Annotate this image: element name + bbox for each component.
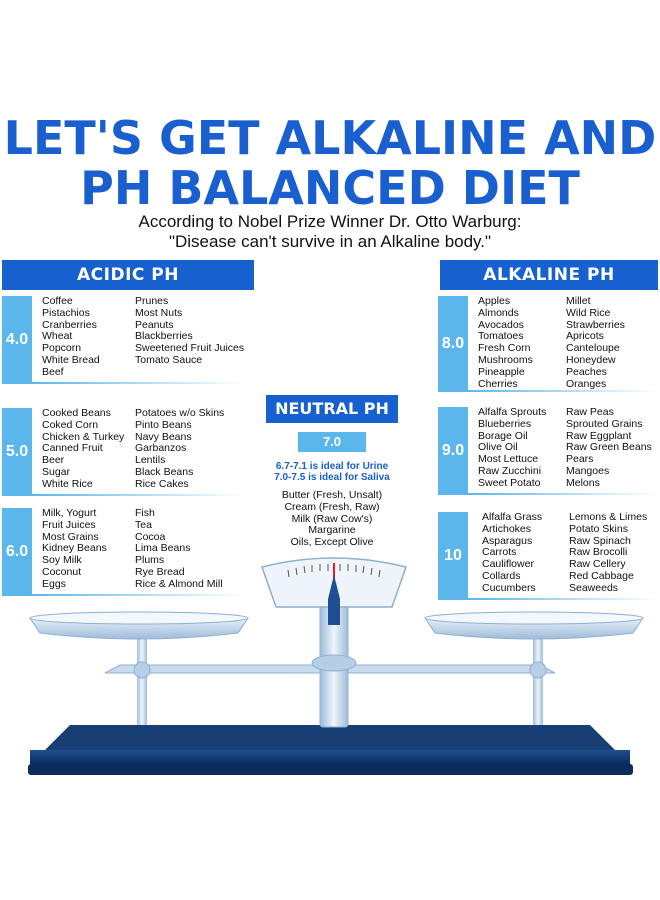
list-item: Fresh Corn (478, 342, 531, 355)
list-item: Rice Cakes (135, 477, 189, 490)
scale-base-bottom (28, 764, 633, 775)
ph-value-tab: 10 (438, 512, 468, 600)
list-item: Alfalfa Grass (482, 511, 543, 523)
list-item: Milk, Yogurt (42, 507, 97, 519)
list-item: Cooked Beans (42, 407, 111, 419)
list-item: Raw Spinach (569, 534, 631, 547)
list-item: White Rice (42, 477, 93, 490)
neutral-ph-header: NEUTRAL PH (266, 395, 398, 423)
title-line-1: LET'S GET ALKALINE AND (3, 111, 657, 165)
list-item: Pistachios (42, 306, 90, 319)
list-item: Tomato Sauce (135, 353, 203, 366)
list-item: Blueberries (478, 417, 532, 430)
list-item: Artichokes (482, 522, 532, 535)
list-item: Mushrooms (478, 353, 533, 366)
list-item: Sweet Potato (478, 476, 541, 489)
list-item: Rye Bread (135, 565, 185, 578)
food-list-right (566, 296, 625, 390)
list-item: Coffee (42, 295, 73, 307)
list-item: Lemons & Limes (569, 511, 648, 523)
center-knob (312, 655, 356, 671)
list-item: Sprouted Grains (566, 417, 643, 430)
list-item: Almonds (478, 306, 519, 319)
list-item: Raw Green Beans (566, 441, 652, 454)
ph-value-tab: 8.0 (438, 296, 468, 392)
list-item: Potatoes w/o Skins (135, 407, 225, 419)
list-item: Cauliflower (482, 558, 534, 571)
list-item: Lentils (135, 454, 166, 467)
acidic-ph-header: ACIDIC PH (2, 260, 254, 290)
urine-note: 6.7-7.1 is ideal for Urine (275, 461, 389, 472)
list-item: Fruit Juices (42, 518, 96, 531)
acidic-group-4 (2, 296, 248, 384)
list-item: Pears (566, 453, 594, 466)
list-item: Canned Fruit (42, 442, 103, 455)
food-list-right (566, 407, 652, 490)
list-item: Peaches (566, 365, 607, 378)
list-item: Most Lettuce (478, 453, 539, 466)
food-list-right (135, 296, 244, 367)
list-item: Navy Beans (135, 430, 192, 443)
list-item: Wheat (42, 330, 73, 343)
list-item: Raw Zucchini (478, 464, 542, 477)
list-item: Coked Corn (42, 418, 99, 431)
list-item: Borage Oil (478, 429, 528, 442)
list-item: Black Beans (135, 465, 194, 478)
list-item: Collards (482, 569, 521, 582)
list-item: Rice & Almond Mill (135, 577, 223, 590)
neutral-ph-value: 7.0 (298, 432, 366, 452)
scale-base-top (45, 725, 615, 750)
list-item: Kidney Beans (42, 542, 107, 555)
list-item: Pinto Beans (135, 418, 192, 431)
list-item: Blackberries (135, 330, 193, 343)
list-item: Strawberries (566, 318, 625, 331)
food-list-right (135, 408, 224, 491)
food-list-left (42, 296, 100, 379)
list-item: Raw Brocolli (569, 546, 628, 559)
left-pan-rim (30, 612, 248, 624)
ph-value-tab: 6.0 (2, 508, 32, 596)
list-item: Avocados (478, 318, 524, 331)
list-item: Plums (135, 554, 165, 567)
list-item: Most Nuts (135, 306, 183, 319)
scale-base (30, 750, 630, 764)
list-item: Coconut (42, 565, 82, 578)
list-item: Honeydew (566, 353, 616, 366)
alkaline-group-9 (438, 407, 658, 495)
list-item: White Bread (42, 353, 100, 366)
list-item: Apples (478, 295, 511, 307)
list-item: Fish (135, 507, 155, 519)
list-item: Chicken & Turkey (42, 430, 125, 443)
right-pan-rim (425, 612, 643, 624)
right-stem-knob (530, 662, 546, 678)
list-item: Tomatoes (478, 330, 524, 343)
list-item: Peanuts (135, 318, 174, 331)
list-item: Carrots (482, 546, 517, 559)
list-item: Most Grains (42, 530, 99, 543)
food-list-left (478, 407, 546, 490)
list-item: Mangoes (566, 464, 610, 477)
list-item: Oranges (566, 377, 607, 390)
list-item: Apricots (566, 330, 604, 343)
subtitle-quote: "Disease can't survive in an Alkaline body." (168, 232, 492, 251)
list-item: Cucumbers (482, 581, 536, 594)
alkaline-ph-header: ALKALINE PH (440, 260, 658, 290)
list-item: Pineapple (478, 365, 525, 378)
list-item: Milk (Raw Cow's) (291, 512, 373, 525)
list-item: Cherries (478, 377, 518, 390)
ph-value-tab: 5.0 (2, 408, 32, 496)
food-list-left (42, 408, 124, 491)
list-item: Asparagus (482, 534, 533, 547)
list-item: Sugar (42, 465, 71, 478)
acidic-group-5 (2, 408, 248, 496)
list-item: Canteloupe (566, 342, 620, 355)
list-item: Potato Skins (569, 522, 628, 535)
list-item: Popcorn (42, 342, 82, 355)
ph-value-tab: 4.0 (2, 296, 32, 384)
list-item: Oils, Except Olive (290, 536, 374, 549)
list-item: Wild Rice (566, 306, 611, 319)
list-item: Sweetened Fruit Juices (135, 342, 245, 355)
list-item: Cocoa (135, 530, 166, 543)
list-item: Beef (42, 365, 64, 378)
subtitle-attribution: According to Nobel Prize Winner Dr. Otto Warburg: (138, 212, 522, 231)
food-list-left (478, 296, 533, 390)
balance-scale-icon (0, 555, 660, 785)
saliva-note: 7.0-7.5 is ideal for Saliva (274, 472, 390, 483)
list-item: Olive Oil (478, 441, 518, 454)
ph-value-tab: 9.0 (438, 407, 468, 495)
list-item: Cream (Fresh, Raw) (284, 500, 380, 513)
list-item: Lima Beans (135, 542, 191, 555)
list-item: Seaweeds (569, 581, 619, 594)
list-item: Margarine (308, 524, 356, 537)
list-item: Raw Peas (566, 406, 614, 418)
list-item: Millet (566, 295, 591, 307)
list-item: Prunes (135, 295, 169, 307)
list-item: Alfalfa Sprouts (478, 406, 547, 418)
list-item: Garbanzos (135, 442, 187, 455)
list-item: Melons (566, 476, 600, 489)
list-item: Butter (Fresh, Unsalt) (281, 489, 383, 501)
list-item: Cranberries (42, 318, 97, 331)
list-item: Tea (135, 518, 152, 531)
list-item: Soy Milk (42, 554, 82, 567)
list-item: Raw Cellery (569, 558, 626, 571)
list-item: Beer (42, 454, 65, 467)
alkaline-group-8 (438, 296, 658, 392)
list-item: Eggs (42, 577, 66, 590)
title-line-2: PH BALANCED DIET (80, 161, 580, 215)
list-item: Red Cabbage (569, 569, 634, 582)
list-item: Raw Eggplant (566, 429, 632, 442)
left-stem-knob (134, 662, 150, 678)
neutral-food-list (250, 490, 414, 549)
